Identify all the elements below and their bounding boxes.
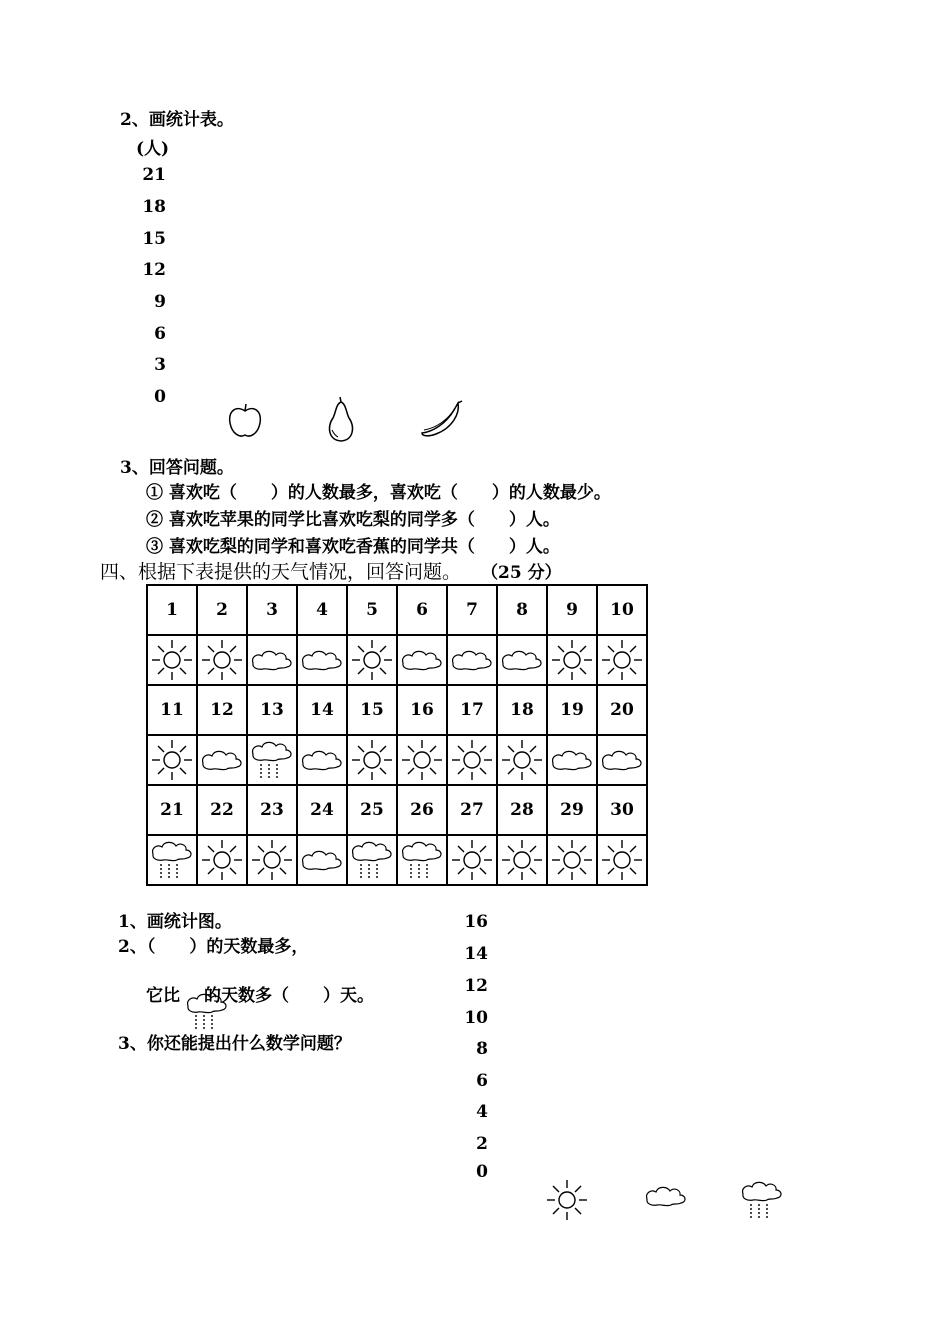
day-number-cell: 27 xyxy=(447,785,497,835)
cloud-icon xyxy=(399,647,445,673)
sun-icon xyxy=(450,738,494,782)
day-number-row xyxy=(147,685,647,735)
weather-cell xyxy=(347,635,397,685)
weather-table xyxy=(146,584,648,886)
weather-cell xyxy=(197,635,247,685)
day-number-cell: 22 xyxy=(197,785,247,835)
weather-cell xyxy=(447,735,497,785)
weather-y-tick: 14 xyxy=(464,944,488,964)
banana-icon xyxy=(418,400,466,440)
weather-cell xyxy=(197,735,247,785)
section4-score: （25 分） xyxy=(481,563,562,583)
weather-cell xyxy=(297,635,347,685)
fruit-y-tick: 12 xyxy=(142,260,166,280)
fruit-y-tick: 6 xyxy=(154,324,166,344)
day-number-row xyxy=(147,785,647,835)
day-number-cell: 1 xyxy=(147,585,197,635)
weather-cell xyxy=(347,835,397,885)
sun-icon xyxy=(200,638,244,682)
weather-y-tick: 6 xyxy=(476,1071,488,1091)
weather-cell xyxy=(397,735,447,785)
weather-icon-row xyxy=(147,635,647,685)
item2-title: 2、画统计表。 xyxy=(120,110,234,130)
weather-cell xyxy=(447,635,497,685)
weather-cell xyxy=(547,635,597,685)
sun-icon xyxy=(350,638,394,682)
sun-icon xyxy=(550,638,594,682)
day-number-cell: 13 xyxy=(247,685,297,735)
day-number-cell: 3 xyxy=(247,585,297,635)
day-number-cell: 4 xyxy=(297,585,347,635)
sun-icon xyxy=(200,838,244,882)
weather-y-tick: 12 xyxy=(464,976,488,996)
weather-cell xyxy=(297,735,347,785)
weather-y-tick: 0 xyxy=(476,1162,488,1182)
cloud-icon xyxy=(299,847,345,873)
day-number-cell: 21 xyxy=(147,785,197,835)
weather-cell xyxy=(497,735,547,785)
rain-icon xyxy=(184,990,230,1030)
day-number-cell: 30 xyxy=(597,785,647,835)
sun-icon xyxy=(450,838,494,882)
day-number-row xyxy=(147,585,647,635)
weather-cell xyxy=(547,835,597,885)
rain-icon xyxy=(149,838,195,882)
day-number-cell: 17 xyxy=(447,685,497,735)
question-1: ① 喜欢吃（ ）的人数最多，喜欢吃（ ）的人数最少。 xyxy=(146,483,611,503)
weather-icon-row xyxy=(147,835,647,885)
fruit-y-tick: 15 xyxy=(142,229,166,249)
day-number-cell: 12 xyxy=(197,685,247,735)
fruit-y-tick: 9 xyxy=(154,292,166,312)
s4-question-2b-post: 的天数多（ ）天。 xyxy=(204,986,374,1006)
cloud-icon xyxy=(643,1183,689,1209)
day-number-cell: 23 xyxy=(247,785,297,835)
pear-icon xyxy=(322,396,360,444)
weather-icon-row xyxy=(147,735,647,785)
weather-cell xyxy=(597,635,647,685)
sun-icon xyxy=(600,638,644,682)
sun-icon xyxy=(150,638,194,682)
day-number-cell: 8 xyxy=(497,585,547,635)
sun-icon xyxy=(250,838,294,882)
s4-question-3: 3、你还能提出什么数学问题？ xyxy=(118,1034,351,1054)
s4-question-2b xyxy=(146,981,374,1006)
day-number-cell: 15 xyxy=(347,685,397,735)
sun-icon xyxy=(550,838,594,882)
weather-cell xyxy=(247,835,297,885)
weather-cell xyxy=(397,835,447,885)
day-number-cell: 16 xyxy=(397,685,447,735)
sun-icon xyxy=(500,838,544,882)
day-number-cell: 24 xyxy=(297,785,347,835)
weather-cell xyxy=(247,635,297,685)
cloud-icon xyxy=(299,747,345,773)
rain-icon xyxy=(399,838,445,882)
sun-icon xyxy=(545,1178,589,1222)
day-number-cell: 6 xyxy=(397,585,447,635)
s4-question-1: 1、画统计图。 xyxy=(118,912,232,932)
day-number-cell: 20 xyxy=(597,685,647,735)
weather-cell xyxy=(347,735,397,785)
weather-cell xyxy=(247,735,297,785)
weather-cell xyxy=(147,835,197,885)
fruit-y-tick: 21 xyxy=(142,165,166,185)
weather-cell xyxy=(597,735,647,785)
rain-icon xyxy=(249,738,295,782)
day-number-cell: 14 xyxy=(297,685,347,735)
weather-y-tick: 2 xyxy=(476,1134,488,1154)
weather-y-tick: 4 xyxy=(476,1102,488,1122)
weather-cell xyxy=(297,835,347,885)
day-number-cell: 5 xyxy=(347,585,397,635)
day-number-cell: 9 xyxy=(547,585,597,635)
cloud-icon xyxy=(499,647,545,673)
rain-icon xyxy=(739,1178,785,1222)
day-number-cell: 28 xyxy=(497,785,547,835)
rain-icon xyxy=(349,838,395,882)
sun-icon xyxy=(400,738,444,782)
s4-question-2b-pre: 它比 xyxy=(146,986,180,1006)
cloud-icon xyxy=(299,647,345,673)
weather-cell xyxy=(147,735,197,785)
y-axis-unit: (人) xyxy=(136,139,170,159)
day-number-cell: 26 xyxy=(397,785,447,835)
sun-icon xyxy=(350,738,394,782)
question-3: ③ 喜欢吃梨的同学和喜欢吃香蕉的同学共（ ）人。 xyxy=(146,537,560,557)
weather-cell xyxy=(197,835,247,885)
section4-heading xyxy=(100,557,562,584)
weather-cell xyxy=(547,735,597,785)
weather-y-tick: 8 xyxy=(476,1039,488,1059)
fruit-y-tick: 3 xyxy=(154,355,166,375)
item3-title: 3、回答问题。 xyxy=(120,458,234,478)
question-2: ② 喜欢吃苹果的同学比喜欢吃梨的同学多（ ）人。 xyxy=(146,510,560,530)
day-number-cell: 2 xyxy=(197,585,247,635)
cloud-icon xyxy=(199,747,245,773)
sun-icon xyxy=(150,738,194,782)
day-number-cell: 7 xyxy=(447,585,497,635)
sun-icon xyxy=(500,738,544,782)
cloud-icon xyxy=(449,647,495,673)
day-number-cell: 10 xyxy=(597,585,647,635)
day-number-cell: 18 xyxy=(497,685,547,735)
s4-question-2a: 2、（ ）的天数最多， xyxy=(118,937,309,957)
section4-heading-text: 四、根据下表提供的天气情况，回答问题。 xyxy=(100,561,462,583)
day-number-cell: 19 xyxy=(547,685,597,735)
fruit-y-tick: 18 xyxy=(142,197,166,217)
day-number-cell: 11 xyxy=(147,685,197,735)
weather-cell xyxy=(497,635,547,685)
weather-y-tick: 16 xyxy=(464,912,488,932)
sun-icon xyxy=(600,838,644,882)
weather-cell xyxy=(597,835,647,885)
fruit-y-tick: 0 xyxy=(154,387,166,407)
weather-cell xyxy=(397,635,447,685)
cloud-icon xyxy=(599,747,645,773)
weather-cell xyxy=(447,835,497,885)
day-number-cell: 29 xyxy=(547,785,597,835)
day-number-cell: 25 xyxy=(347,785,397,835)
cloud-icon xyxy=(549,747,595,773)
cloud-icon xyxy=(249,647,295,673)
weather-cell xyxy=(497,835,547,885)
apple-icon xyxy=(226,403,264,439)
weather-y-tick: 10 xyxy=(464,1008,488,1028)
weather-cell xyxy=(147,635,197,685)
